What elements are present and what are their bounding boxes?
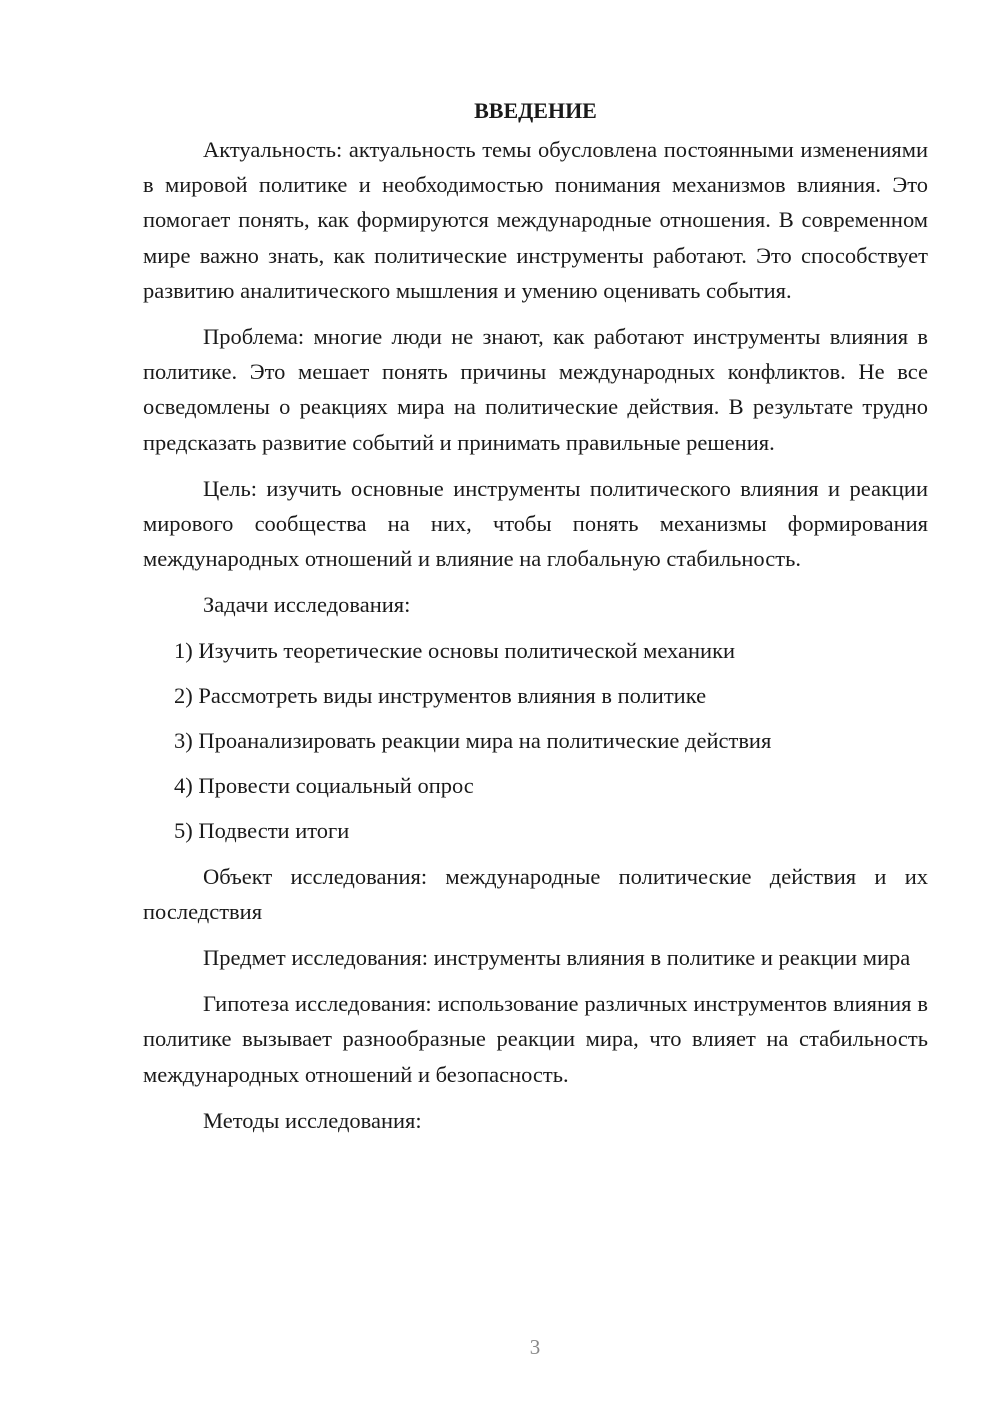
- relevance-paragraph: Актуальность: актуальность темы обусловлена постоянными изменениями в мировой политике и необходимостью понимания механизмов влияния. Это помогает понять, как формируются международные отношения. В современном мире важно знать, как политические инструменты работают. Это способствует развитию аналитического мышления и умению оценивать события.: [143, 137, 928, 303]
- problem-paragraph: Проблема: многие люди не знают, как работают инструменты влияния в политике. Это мешает понять причины международных конфликтов. Не все осведомлены о реакциях мира на политические действия. В результате трудно предсказать развитие событий и принимать правильные решения.: [143, 324, 928, 455]
- methods-heading: Методы исследования:: [203, 1107, 422, 1133]
- tasks-list: [143, 633, 928, 848]
- hypothesis-paragraph: Гипотеза исследования: использование различных инструментов влияния в политике вызывает разнообразные реакции мира, что влияет на стабильность международных отношений и безопасность.: [143, 991, 928, 1087]
- tasks-heading: Задачи исследования:: [203, 592, 411, 618]
- list-item: 1) Изучить теоретические основы политической механики: [174, 637, 736, 663]
- page-number: 3: [529, 1335, 541, 1359]
- section-title: ВВЕДЕНИЕ: [474, 98, 597, 123]
- object-paragraph: Объект исследования: международные политические действия и их последствия: [143, 863, 928, 924]
- list-item: 4) Провести социальный опрос: [174, 772, 474, 798]
- list-item: 5) Подвести итоги: [174, 817, 350, 843]
- subject-paragraph: Предмет исследования: инструменты влияния в политике и реакции мира: [203, 945, 911, 971]
- goal-paragraph: Цель: изучить основные инструменты политического влияния и реакции мирового сообщества на них, чтобы понять механизмы формирования международных отношений и влияние на глобальную стабильность.: [143, 475, 928, 572]
- page-content: [143, 96, 928, 1138]
- list-item: 3) Проанализировать реакции мира на политические действия: [174, 727, 772, 753]
- list-item: 2) Рассмотреть виды инструментов влияния в политике: [174, 682, 707, 708]
